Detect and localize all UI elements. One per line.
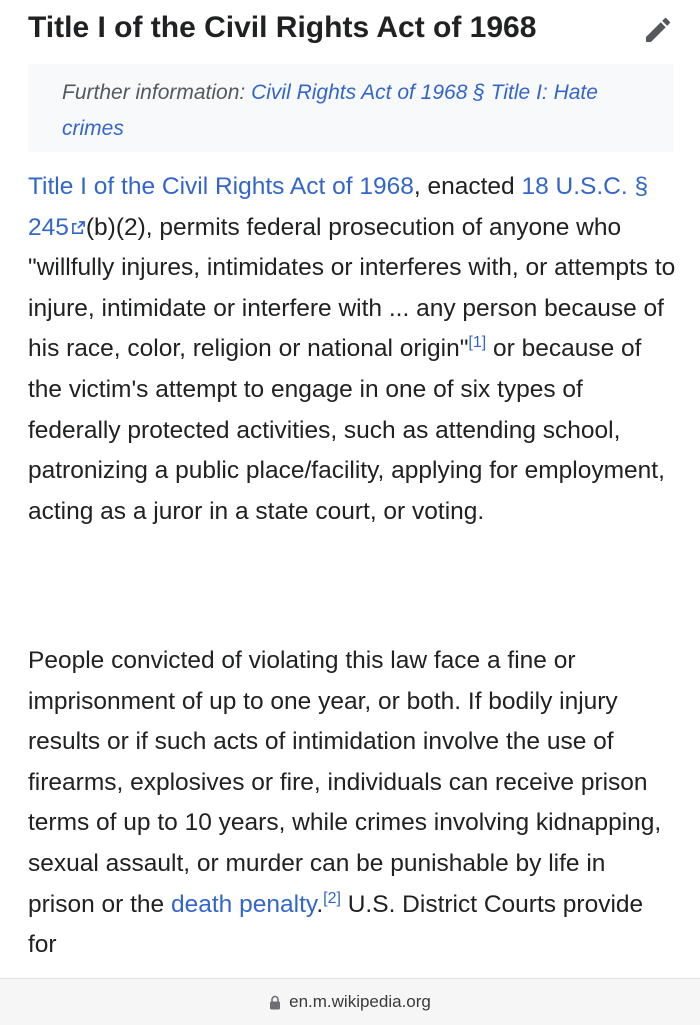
- section-heading: Title I of the Civil Rights Act of 1968: [28, 11, 537, 44]
- link-death-penalty[interactable]: death penalty: [171, 890, 317, 918]
- browser-address-bar[interactable]: [0, 978, 700, 1025]
- pencil-icon: [642, 14, 674, 46]
- paragraph-2-text-1: People convicted of violating this law face a fine or imprisonment of up to one year, or both. If bodily injury results or if such acts of intimidation involve the use of firearms, explosives or fire, individuals can receive prison terms of up to 10 years, while crimes involving kidnapping, sexual assault, or murder can be punishable by life in prison or the: [28, 647, 662, 918]
- paragraph-2-text-3: U.S. District Courts provide for: [28, 890, 644, 959]
- citation-2[interactable]: [323, 889, 341, 906]
- citation-1-link[interactable]: [1]: [468, 334, 487, 352]
- paragraph-2: [28, 641, 676, 966]
- link-civil-rights-act-title-1[interactable]: Title I of the Civil Rights Act of 1968: [28, 173, 414, 200]
- hatnote: [28, 64, 673, 152]
- paragraph-2-text-2: .: [316, 890, 324, 918]
- lock-icon: [269, 995, 281, 1010]
- citation-1[interactable]: [468, 334, 486, 351]
- hatnote-prefix: Further information:: [62, 81, 252, 104]
- paragraph-1-text-1: , enacted: [413, 173, 522, 200]
- paragraph-1-text-3: or because of the victim's attempt to engage in one of six types of federally protected activities, such as attending school, patronizing a public place/facility, applying for employment, acting as a juror in a state court, or voting.: [28, 335, 665, 525]
- citation-2-link[interactable]: [2]: [323, 889, 341, 907]
- address-url[interactable]: en.m.wikipedia.org: [289, 992, 431, 1011]
- paragraph-1: [28, 167, 676, 532]
- paragraph-1-text-2: (b)(2), permits federal prosecution of anyone who "willfully injures, intimidates or interferes with, or attempts to injure, intimidate or interfere with ... any person because of his race, color, religion or national origin": [28, 213, 676, 363]
- hatnote-link[interactable]: Civil Rights Act of 1968 § Title I: Hate crimes: [62, 81, 598, 140]
- edit-section-button[interactable]: [638, 10, 678, 50]
- link-18-usc-245-label: 18 U.S.C. § 245: [28, 173, 649, 241]
- external-link-icon: [71, 220, 86, 235]
